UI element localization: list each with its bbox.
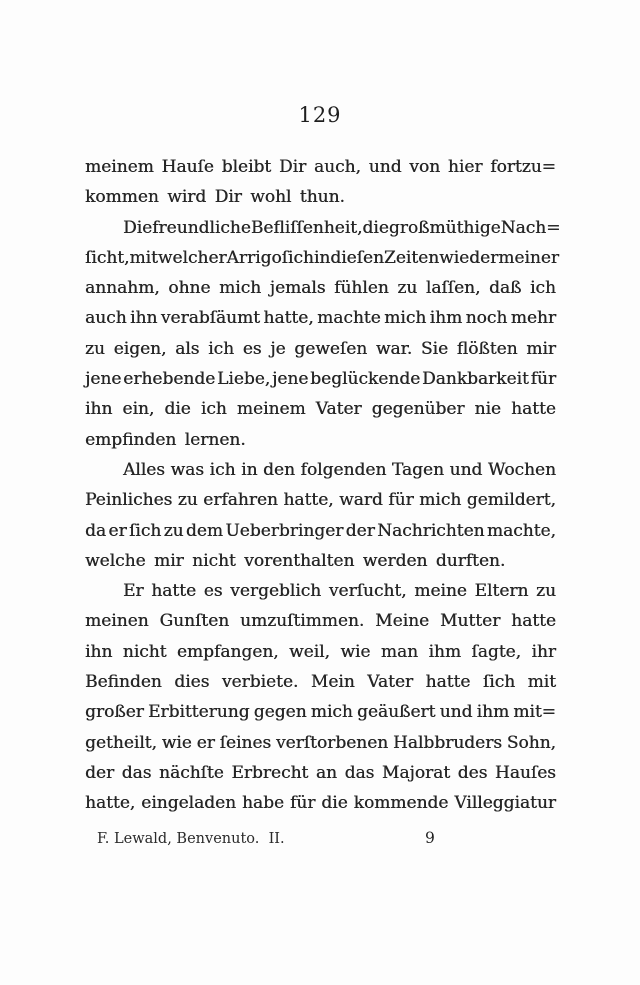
word: hatte [425, 672, 471, 693]
word: hatte, [85, 793, 136, 814]
text-line [85, 455, 556, 485]
word: großer [85, 702, 144, 723]
word: umzuſtimmen. [240, 611, 365, 632]
word: Ueberbringer [225, 520, 344, 541]
word: dies [174, 672, 210, 693]
word: ohne [168, 278, 211, 299]
text-line [85, 394, 556, 424]
text-line [85, 788, 556, 818]
word: Dir [278, 157, 307, 177]
text-line [85, 485, 556, 515]
word: weil, [289, 641, 330, 662]
word: mich [310, 702, 353, 723]
word: Majorat [381, 762, 451, 783]
page-footer [0, 829, 640, 855]
word: der [345, 520, 375, 541]
word: er [196, 732, 215, 753]
word: hier [447, 157, 483, 177]
word: meinem [236, 399, 306, 420]
word: zu [536, 581, 556, 602]
word: die [362, 217, 389, 238]
word: Befliſſenheit, [250, 217, 363, 238]
word: Nach= [500, 217, 561, 238]
word: fühlen [334, 278, 389, 299]
word: beglückende [310, 369, 421, 390]
word: Mein [310, 672, 355, 693]
word: ich [209, 459, 236, 480]
word: er [108, 520, 127, 541]
word: des [457, 762, 488, 783]
word: eingeladen [141, 793, 237, 814]
word: flößten [456, 338, 518, 359]
word: verabſäumt [160, 308, 260, 329]
word: Befinden [85, 672, 162, 693]
word: gegen [253, 702, 307, 723]
word: machte, [486, 520, 556, 541]
text-line [85, 728, 556, 758]
word: wieder [439, 247, 499, 268]
word: Er [123, 581, 144, 602]
word: kommende [353, 793, 449, 814]
word: hatte, [263, 308, 314, 329]
word: als [175, 338, 200, 359]
word: Vater [315, 399, 362, 420]
word: auch, [313, 157, 361, 177]
word: Die [123, 217, 153, 238]
word: mir [526, 338, 556, 359]
text-line [85, 303, 556, 333]
word: vergeblich [230, 581, 322, 602]
text-line [85, 213, 561, 243]
word: von [409, 157, 441, 177]
word: Wochen [487, 459, 556, 480]
word: verbiete. [221, 672, 299, 693]
word: hatte [511, 399, 556, 420]
word: ſicht, [85, 247, 130, 268]
word: da [85, 520, 107, 541]
word: empfangen, [176, 641, 279, 662]
word: zu [85, 338, 105, 359]
sheet-number: 9 [425, 829, 435, 847]
word: Liebe, [217, 369, 271, 390]
word: habe [241, 793, 285, 814]
word: ihn [130, 308, 158, 329]
word: wie [161, 732, 192, 753]
text-line [85, 637, 556, 667]
word: gegenüber [371, 399, 465, 420]
word: mich [419, 490, 462, 511]
word: die [164, 399, 191, 420]
word: ſagte, [471, 641, 522, 662]
word: Hauſes [494, 762, 556, 783]
word: ich [530, 278, 556, 299]
page-number: 129 [298, 103, 342, 127]
word: nicht [122, 641, 167, 662]
word: Tagen [391, 459, 444, 480]
text-line [85, 364, 556, 394]
word: ſeines [219, 732, 272, 753]
word: meine [414, 581, 467, 602]
word: geweſen [294, 338, 368, 359]
word: in [241, 459, 258, 480]
text-line [85, 576, 556, 606]
word: jene [272, 369, 309, 390]
word: je [270, 338, 286, 359]
word: es [203, 581, 223, 602]
text-line [85, 697, 556, 727]
text-line: welche mir nicht vorenthalten werden durften. [85, 550, 506, 571]
word: meinem [85, 157, 154, 177]
word: ward [339, 490, 383, 511]
word: an [315, 762, 337, 783]
word: annahm, [85, 278, 160, 299]
word: ihm [429, 308, 463, 329]
word: Sohn, [506, 732, 556, 753]
word: mit= [513, 702, 556, 723]
word: folgenden [300, 459, 387, 480]
word: und [449, 459, 483, 480]
word: getheilt, [85, 732, 157, 753]
text-line [85, 758, 556, 788]
word: das [344, 762, 375, 783]
word: ich [208, 338, 235, 359]
text-line [85, 152, 556, 182]
word: ihm [428, 641, 461, 662]
word: hatte [511, 611, 556, 632]
word: was [170, 459, 204, 480]
word: Halbbruders [392, 732, 502, 753]
word: hatte, [283, 490, 334, 511]
text-line: empfinden lernen. [85, 429, 246, 450]
word: es [242, 338, 262, 359]
word: ich [200, 399, 227, 420]
word: zu [397, 278, 418, 299]
word: dieſen [330, 247, 384, 268]
word: welcher [157, 247, 227, 268]
word: zu [177, 490, 198, 511]
word: Arrigo [226, 247, 282, 268]
word: erhebende [123, 369, 216, 390]
word: noch [465, 308, 508, 329]
word: mit [129, 247, 158, 268]
word: Gunſten [159, 611, 230, 632]
text-line: kommen wird Dir wohl thun. [85, 187, 345, 208]
word: Dankbarkeit [422, 369, 529, 390]
word: ſich [281, 247, 314, 268]
word: machte [317, 308, 381, 329]
page-text [85, 152, 561, 819]
word: man [380, 641, 419, 662]
word: dem [185, 520, 223, 541]
word: Meine [375, 611, 430, 632]
word: für [530, 369, 556, 390]
text-line [85, 516, 556, 546]
word: meiner [498, 247, 559, 268]
word: jemals [269, 278, 326, 299]
word: nächſte [159, 762, 224, 783]
word: der [85, 762, 115, 783]
text-line [85, 606, 556, 636]
word: Mutter [440, 611, 501, 632]
word: Hauſe [161, 157, 214, 177]
word: auch [85, 308, 127, 329]
word: Zeiten [383, 247, 440, 268]
word: zu [163, 520, 184, 541]
text-line [85, 273, 556, 303]
word: jene [85, 369, 122, 390]
word: und [439, 702, 473, 723]
word: ihn [85, 641, 113, 662]
word: daß [489, 278, 522, 299]
word: nie [474, 399, 501, 420]
word: verſucht, [328, 581, 407, 602]
word: wie [340, 641, 371, 662]
word: bleibt [221, 157, 272, 177]
word: Eltern [474, 581, 529, 602]
word: ihm [476, 702, 510, 723]
word: Nachrichten [377, 520, 485, 541]
word: hatte [151, 581, 197, 602]
word: ſich [129, 520, 162, 541]
word: Erbitterung [148, 702, 250, 723]
word: Peinliches [85, 490, 173, 511]
word: eigen, [113, 338, 167, 359]
word: die [321, 793, 348, 814]
word: Vater [367, 672, 414, 693]
word: für [289, 793, 316, 814]
word: das [121, 762, 152, 783]
word: ihn [85, 399, 113, 420]
word: ein, [122, 399, 155, 420]
book-signature: F. Lewald, Benvenuto. II. [97, 831, 285, 847]
word: Erbrecht [231, 762, 309, 783]
text-line [85, 334, 556, 364]
word: Villeggiatur [454, 793, 556, 814]
word: erfahren [203, 490, 278, 511]
word: fortzu= [490, 157, 556, 177]
word: geäußert [356, 702, 436, 723]
text-line [85, 667, 556, 697]
word: in [313, 247, 331, 268]
word: Alles [123, 459, 165, 480]
word: laſſen, [425, 278, 481, 299]
word: mit [527, 672, 556, 693]
text-line [85, 243, 559, 273]
word: freundliche [152, 217, 251, 238]
word: verſtorbenen [275, 732, 389, 753]
word: mich [219, 278, 262, 299]
word: gemildert, [466, 490, 556, 511]
word: war. [375, 338, 413, 359]
word: ihr [531, 641, 556, 662]
word: meinen [85, 611, 149, 632]
word: ſich [482, 672, 516, 693]
word: mich [384, 308, 427, 329]
word: und [368, 157, 402, 177]
word: den [263, 459, 295, 480]
word: Sie [420, 338, 449, 359]
word: für [388, 490, 414, 511]
word: großmüthige [388, 217, 501, 238]
word: mehr [510, 308, 556, 329]
